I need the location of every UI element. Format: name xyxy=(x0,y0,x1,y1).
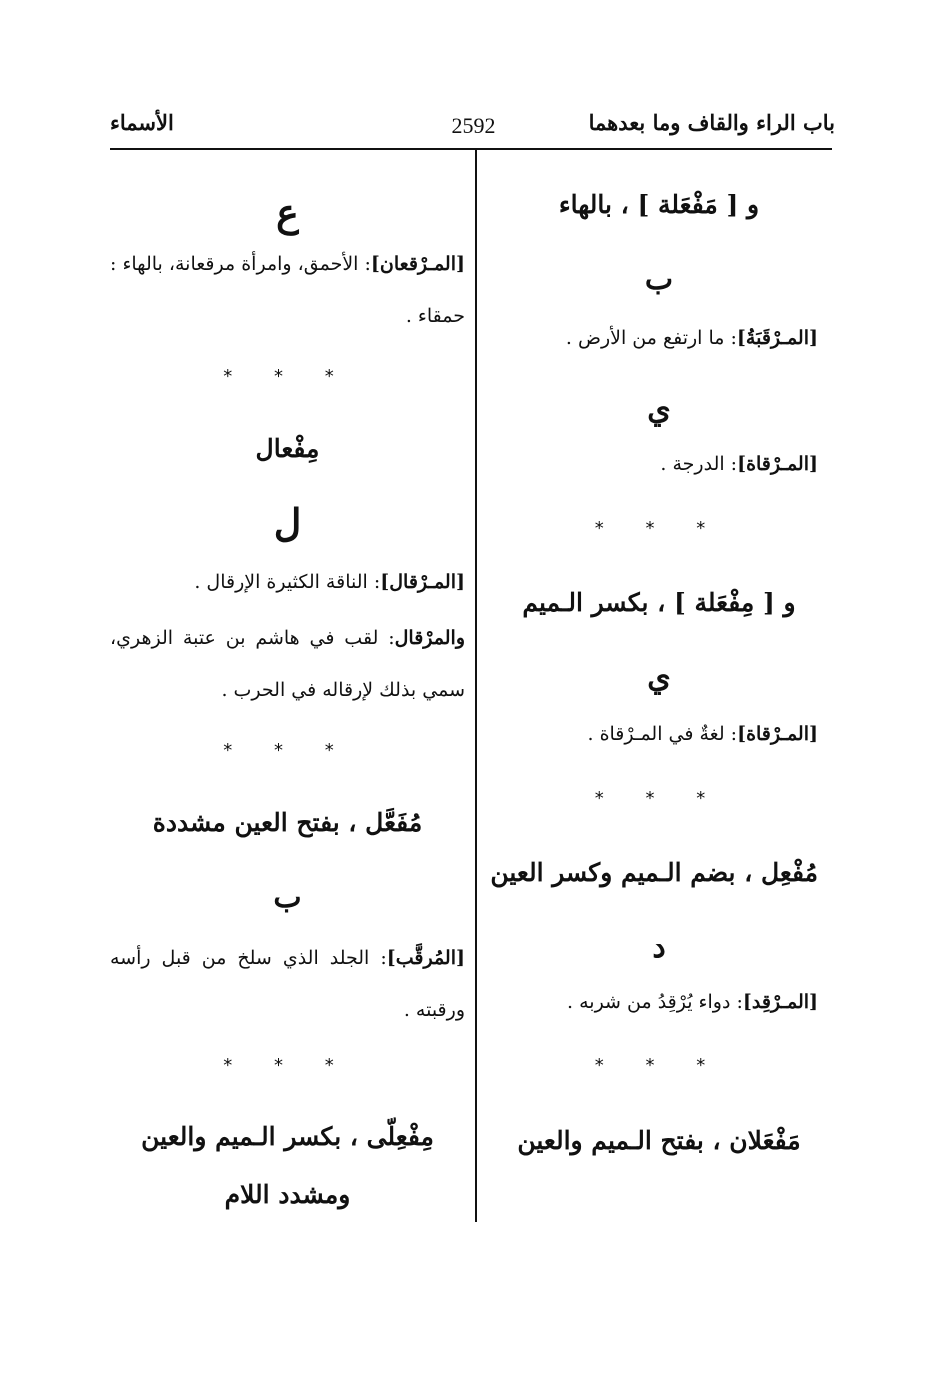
section-heading: و [ مِفْعَلة ] ، بكسر الـميم xyxy=(522,588,796,617)
dictionary-entry xyxy=(500,708,818,760)
root-letter: ي xyxy=(647,660,671,695)
headword: [المـرْقَبَةُ] xyxy=(736,327,818,349)
column-divider xyxy=(475,150,477,1222)
section-heading-continuation: ومشدد اللام xyxy=(224,1180,351,1209)
definition: : الجلد الذي سلخ من قبل رأسه ورقبته . xyxy=(110,947,465,1021)
root-letter: ب xyxy=(273,880,302,915)
definition: : الناقة الكثيرة الإرقال . xyxy=(194,571,381,593)
headword: [المُرقَّب] xyxy=(386,947,465,969)
section-heading: مُفْعِل ، بضم الـميم وكسر العين xyxy=(490,858,818,887)
dictionary-entry xyxy=(110,556,465,608)
dictionary-entry xyxy=(110,612,465,716)
section-title: الأسماء xyxy=(110,110,174,135)
headword: [المـرْقعان] xyxy=(370,253,465,275)
headword: [المـرْقاة] xyxy=(737,453,818,475)
definition: : ما ارتفع من الأرض . xyxy=(565,327,737,349)
section-separator: * * * xyxy=(594,1055,724,1076)
root-letter: ي xyxy=(647,392,671,427)
section-separator: * * * xyxy=(223,1055,352,1076)
dictionary-entry xyxy=(500,312,818,364)
definition: : لغةٌ في المـرْقاة . xyxy=(587,723,738,745)
section-separator: * * * xyxy=(223,740,352,761)
definition: : الدرجة . xyxy=(660,453,738,475)
root-letter: ب xyxy=(644,262,674,297)
header-rule xyxy=(110,148,832,150)
root-letter: ل xyxy=(273,500,302,545)
dictionary-entry xyxy=(110,932,465,1036)
section-heading: و [ مَفْعَلة ] ، بالهاء xyxy=(558,190,760,219)
headword: [المـرْقِد] xyxy=(742,991,818,1013)
section-separator: * * * xyxy=(594,788,724,809)
section-heading: مِفْعِلّى ، بكسر الـميم والعين xyxy=(141,1122,434,1151)
section-heading: مُفَعَّل ، بفتح العين مشددة xyxy=(152,808,423,837)
definition: : الأحمق، وامرأة مرقعانة، بالهاء : حمقاء . xyxy=(110,253,465,327)
section-heading: مَفْعَلان ، بفتح الـميم والعين xyxy=(517,1126,801,1155)
page-number-text: 2592 xyxy=(451,113,496,138)
root-letter: ع xyxy=(276,190,299,235)
chapter-title: باب الراء والقاف وما بعدهما xyxy=(588,110,835,135)
definition: : دواء يُرْقِدُ من شربه . xyxy=(567,991,743,1013)
definition: : لقب في هاشم بن عتبة الزهري، سمي بذلك لإرقاله في الحرب . xyxy=(110,627,465,701)
headword: [المـرْقال] xyxy=(380,571,465,593)
dictionary-entry xyxy=(110,238,465,342)
section-heading: مِفْعال xyxy=(255,434,320,463)
section-separator: * * * xyxy=(223,366,352,387)
dictionary-entry xyxy=(500,438,818,490)
headword: والمرْقال xyxy=(394,627,465,649)
section-separator: * * * xyxy=(594,518,724,539)
headword: [المـرْقاة] xyxy=(737,723,818,745)
root-letter: د xyxy=(652,930,666,965)
dictionary-entry xyxy=(500,976,818,1028)
